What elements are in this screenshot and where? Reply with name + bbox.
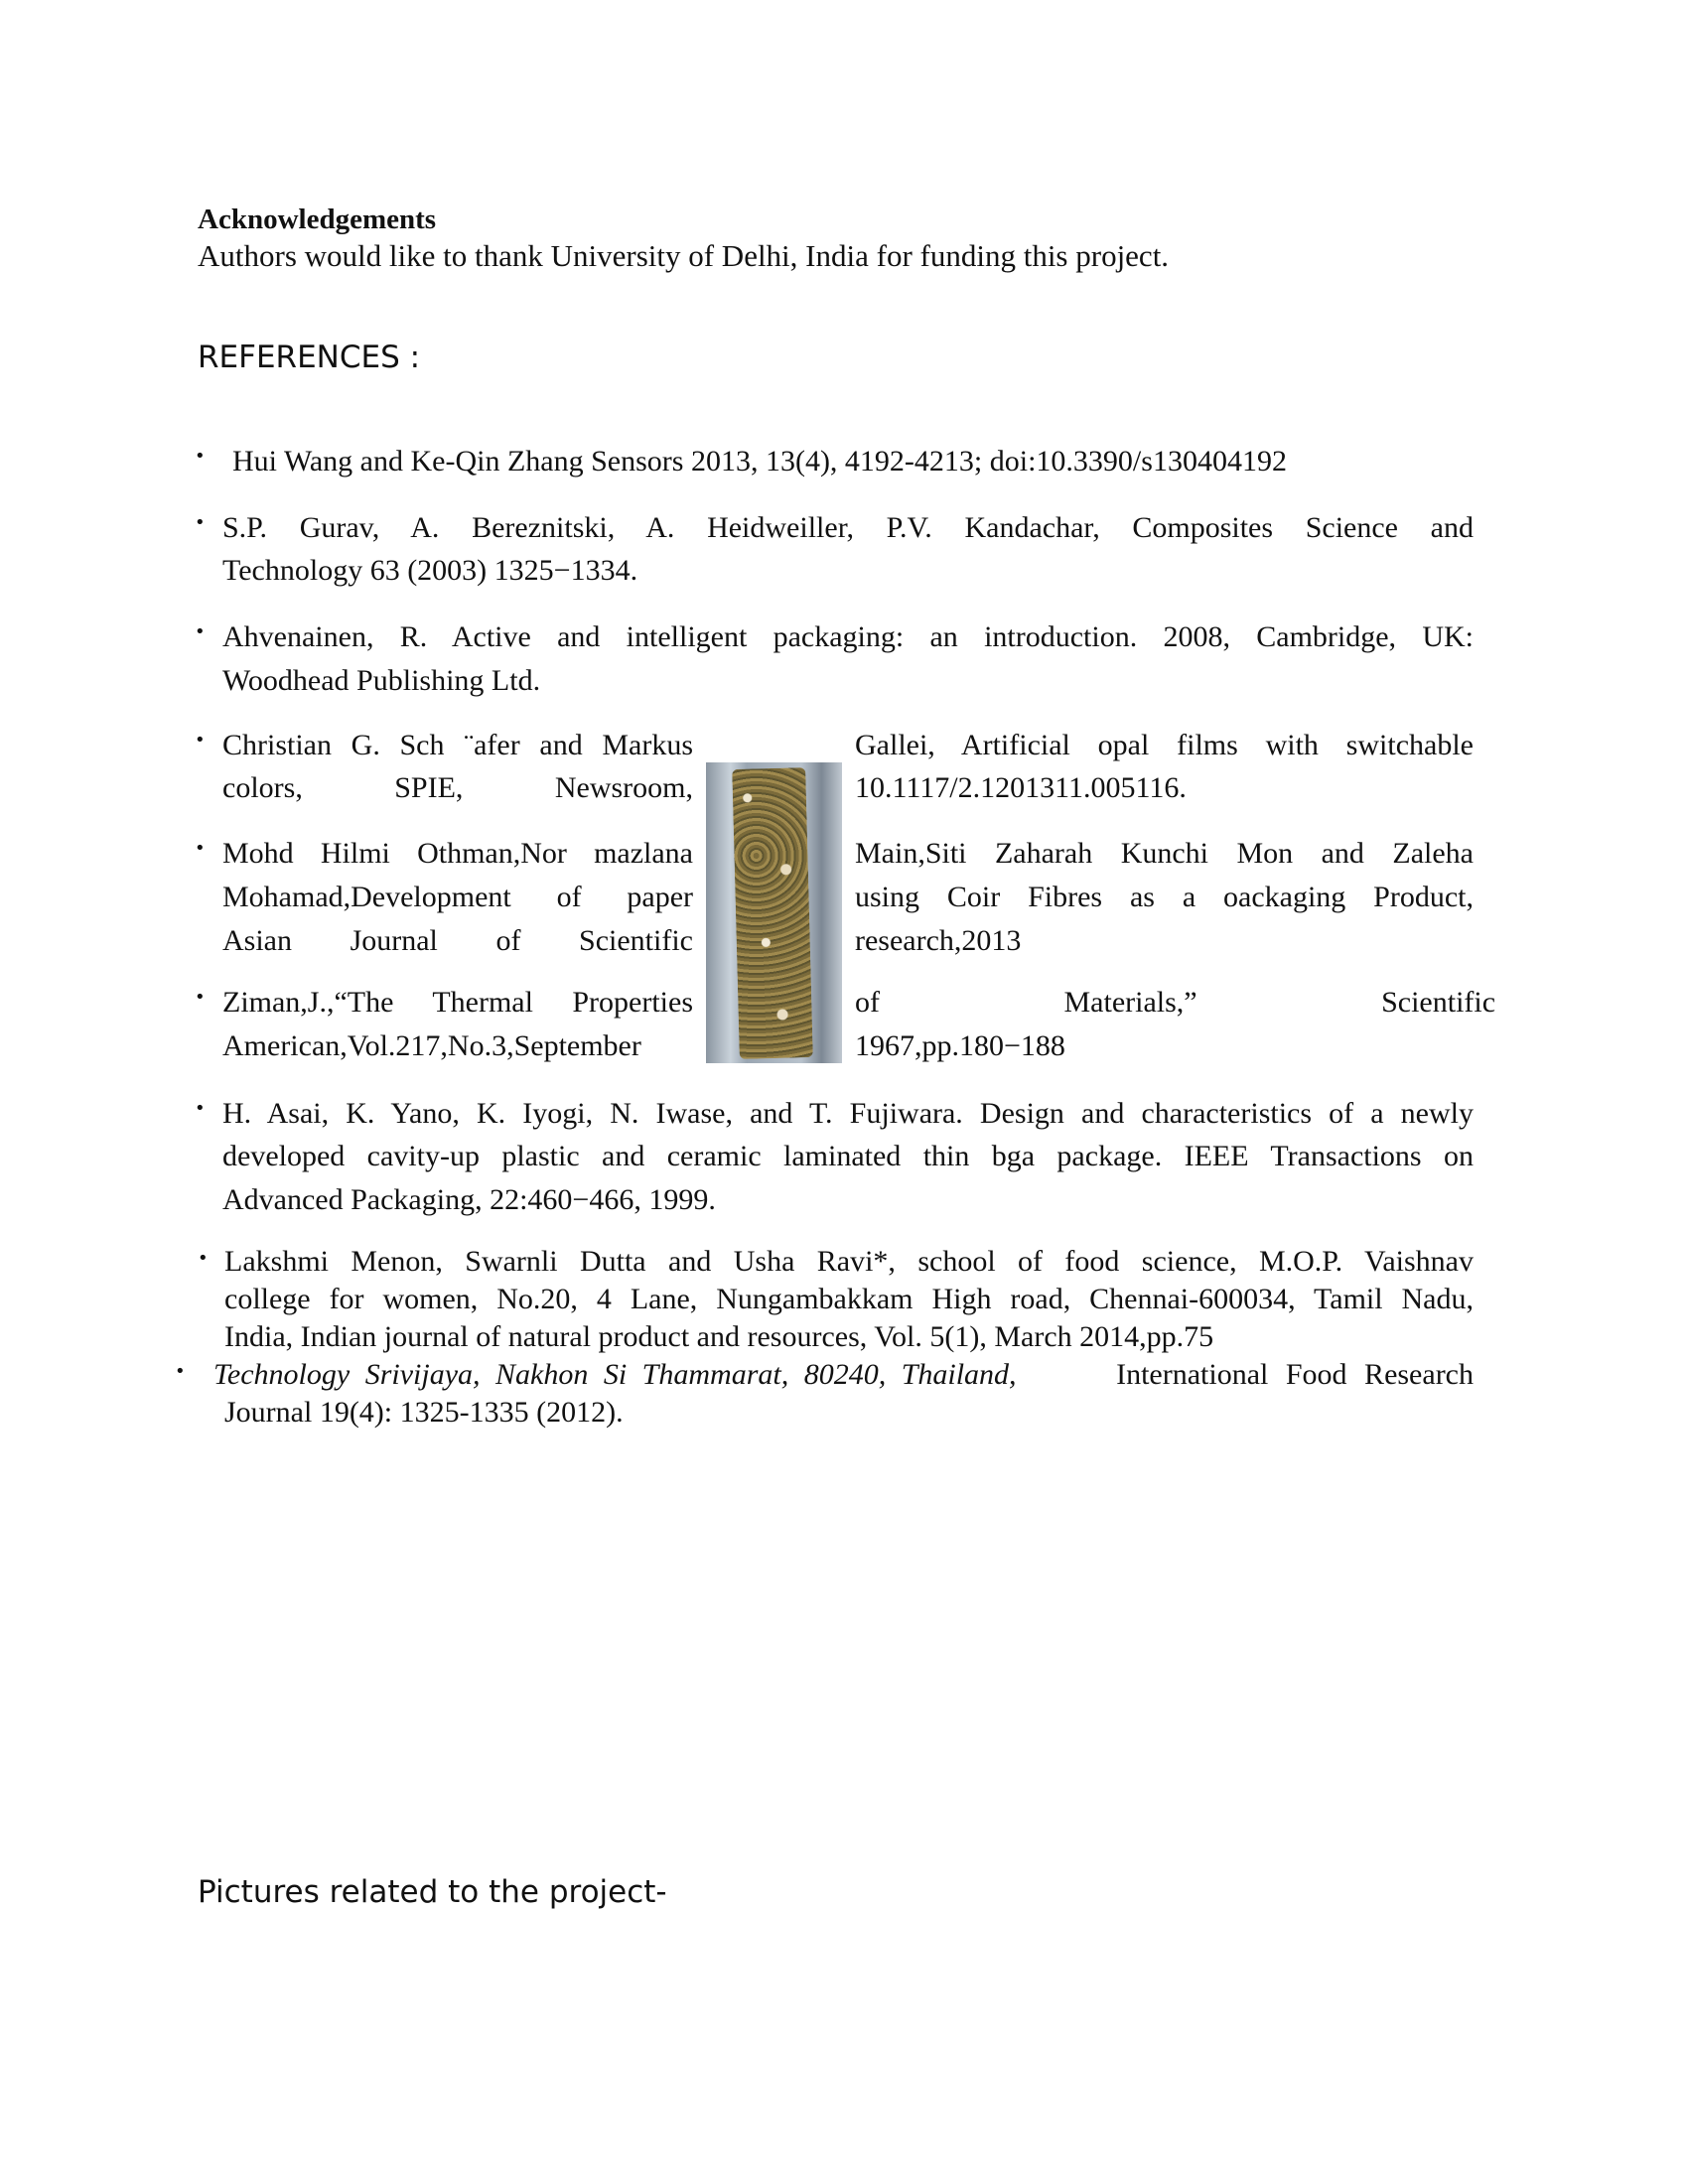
pictures-heading: Pictures related to the project- [198,1874,667,1910]
reference-line: Asian Journal of Scientific [222,924,693,957]
bullet-icon: • [195,730,206,751]
reference-line [213,1356,1474,1394]
bullet-icon: • [195,987,206,1008]
reference-line: Woodhead Publishing Ltd. [222,664,541,697]
granola-bar-image [732,767,813,1059]
bullet-icon: • [175,1361,186,1382]
reference-line: Lakshmi Menon, Swarnli Dutta and Usha Ravi*, school of food science, M.O.P. Vaishnav [224,1245,1474,1278]
bullet-icon: • [195,446,206,467]
bullet-icon: • [195,1098,206,1119]
reference-line: colors, SPIE, Newsroom, [222,771,693,804]
reference-line: S.P. Gurav, A. Bereznitski, A. Heidweiller, P.V. Kandachar, Composites Science and [222,511,1474,544]
reference-italic-text: Technology Srivijaya, Nakhon Si Thammarat, 80240, Thailand, [213,1358,1017,1391]
reference-line: Christian G. Sch ¨afer and Markus [222,729,693,761]
acknowledgements-heading: Acknowledgements [198,204,437,235]
granola-bar-photo [706,762,842,1063]
reference-line: developed cavity-up plastic and ceramic laminated thin bga package. IEEE Transactions on [222,1140,1474,1172]
reference-line: Ziman,J.,“The Thermal Properties [222,986,693,1019]
reference-line: American,Vol.217,No.3,September [222,1029,641,1062]
reference-line: Advanced Packaging, 22:460−466, 1999. [222,1183,716,1216]
acknowledgements-text: Authors would like to thank University of Delhi, India for funding this project. [198,238,1170,273]
reference-line: Journal 19(4): 1325-1335 (2012). [224,1396,624,1429]
reference-line: research,2013 [855,924,1022,957]
reference-line: Mohamad,Development of paper [222,881,693,913]
reference-line: 1967,pp.180−188 [855,1029,1065,1062]
bullet-icon: • [195,838,206,859]
bullet-icon: • [195,621,206,642]
reference-line: using Coir Fibres as a oackaging Product, [855,881,1474,913]
reference-line: Hui Wang and Ke-Qin Zhang Sensors 2013, 13(4), 4192-4213; doi:10.3390/s130404192 [232,445,1287,478]
reference-line: Mohd Hilmi Othman,Nor mazlana [222,837,693,870]
reference-line: Technology 63 (2003) 1325−1334. [222,554,638,587]
reference-line: of Materials,” Scientific [855,986,1496,1019]
references-heading: REFERENCES : [198,340,421,375]
bullet-icon: • [195,512,206,533]
bullet-icon: • [198,1248,209,1269]
reference-line: Gallei, Artificial opal films with switchable [855,729,1474,761]
reference-line: H. Asai, K. Yano, K. Iyogi, N. Iwase, and T. Fujiwara. Design and characteristics of a newly [222,1097,1474,1130]
reference-line: Main,Siti Zaharah Kunchi Mon and Zaleha [855,837,1474,870]
reference-line: college for women, No.20, 4 Lane, Nungambakkam High road, Chennai-600034, Tamil Nadu, [224,1283,1474,1315]
reference-line: India, Indian journal of natural product and resources, Vol. 5(1), March 2014,pp.75 [224,1320,1214,1353]
reference-line: 10.1117/2.1201311.005116. [855,771,1187,804]
reference-text: International Food Research [1116,1358,1474,1391]
reference-line: Ahvenainen, R. Active and intelligent packaging: an introduction. 2008, Cambridge, UK: [222,620,1474,653]
